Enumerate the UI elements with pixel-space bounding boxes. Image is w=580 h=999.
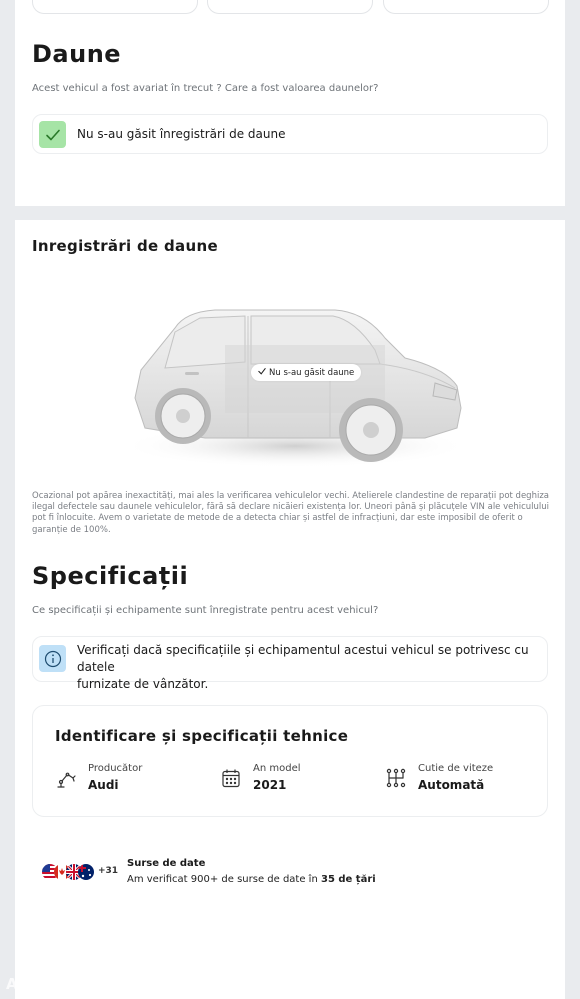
summary-tab-stub[interactable]: [32, 0, 198, 14]
disclaimer-text: Ocazional pot apărea inexactități, mai ales la verificarea vehiculelor vechi. Atelierele clandestine de reparații pot deghiza ilegal defectele sau daunele vehiculelor, fără să declare nicăieri existența lor. Uneori până și plăcuțele VIN ale vehiculului pot fi înlocuite. Avem o varietate de metode de a detecta chiar și astfel de infracțiuni, dar este imposibil de oferit o garanție de 100%.: [32, 491, 550, 535]
summary-tab-stub[interactable]: [383, 0, 549, 14]
spec-value: Automată: [418, 778, 485, 792]
damages-question: Acest vehicul a fost avariat în trecut ? Care a fost valoarea daunelor?: [32, 83, 379, 94]
specs-title: Specificații: [32, 562, 189, 590]
sources-countries: 35 de țări: [320, 874, 376, 885]
sources-title: Surse de date: [127, 858, 206, 869]
check-icon: [258, 367, 266, 378]
specs-info-line: furnizate de vânzător.: [77, 677, 209, 691]
spec-label: An model: [253, 763, 301, 774]
sources-text: [127, 874, 376, 885]
gearbox-icon: [385, 767, 407, 789]
site-watermark: AUTOVIT.RO: [6, 975, 118, 993]
spec-value: Audi: [88, 778, 119, 792]
car-illustration: [105, 288, 475, 478]
summary-tab-stub[interactable]: [207, 0, 373, 14]
sources-text-prefix: Am verificat 900+ de surse de date în: [127, 874, 321, 885]
tech-specs-title: Identificare și specificații tehnice: [55, 727, 349, 745]
damage-records-card: [15, 220, 565, 999]
calendar-icon: [220, 767, 242, 789]
robot-arm-icon: [55, 767, 77, 789]
info-icon: [39, 645, 66, 672]
spec-value: 2021: [253, 778, 287, 792]
specs-info-notice: [32, 636, 548, 691]
damages-card: [15, 0, 565, 206]
no-damage-pill-text: Nu s-au găsit daune: [269, 367, 355, 378]
specs-question: Ce specificații și echipamente sunt înregistrate pentru acest vehicul?: [32, 605, 379, 616]
tech-specs-card: [32, 705, 548, 817]
damages-title: Daune: [32, 40, 122, 68]
specs-info-text: [77, 642, 547, 693]
damage-records-title: Inregistrări de daune: [32, 237, 218, 255]
no-damage-notice: [32, 114, 548, 154]
specs-info-line: Verificați dacă specificațiile și echipamentul acestui vehicul se potrivesc cu datele: [77, 643, 529, 674]
spec-label: Cutie de viteze: [418, 763, 494, 774]
more-countries-count: +31: [98, 866, 119, 876]
no-damage-pill: [251, 364, 361, 381]
no-damage-text: Nu s-au găsit înregistrări de daune: [77, 127, 286, 141]
au-flag-icon: [78, 864, 94, 880]
check-icon: [39, 121, 66, 148]
spec-label: Producător: [88, 763, 143, 774]
